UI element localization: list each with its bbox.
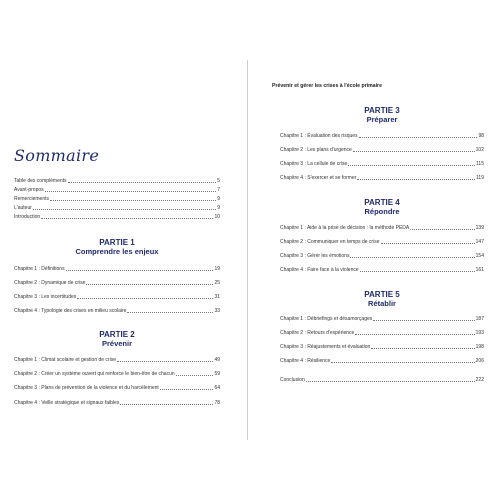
book-spine bbox=[247, 60, 248, 440]
toc-page: 115 bbox=[476, 161, 484, 167]
toc-page: 222 bbox=[475, 377, 484, 383]
toc-page: 9 bbox=[217, 205, 220, 211]
toc-page: 10 bbox=[214, 214, 220, 220]
part-number: PARTIE 3 bbox=[364, 106, 400, 115]
toc-page: 64 bbox=[214, 385, 220, 391]
leader-dots bbox=[331, 362, 474, 363]
leader-dots bbox=[160, 389, 214, 390]
toc-page: 7 bbox=[217, 187, 220, 193]
leader-dots bbox=[127, 312, 213, 313]
toc-page: 187 bbox=[475, 316, 484, 322]
toc-label: Chapitre 2 : Communiquer en temps de crise bbox=[280, 239, 380, 245]
leader-dots bbox=[357, 179, 475, 180]
leader-dots bbox=[371, 348, 474, 349]
toc-entry bbox=[14, 205, 220, 211]
toc-page: 59 bbox=[214, 371, 220, 377]
toc-page: 5 bbox=[217, 178, 220, 184]
toc-entry bbox=[280, 330, 484, 336]
part-title: Préparer bbox=[366, 115, 398, 124]
toc-page: 147 bbox=[475, 239, 484, 245]
toc-entry bbox=[14, 178, 220, 184]
toc-page: 33 bbox=[214, 308, 220, 314]
toc-entry bbox=[280, 253, 484, 259]
toc-label: Chapitre 3 : Plans de prévention de la violence et du harcèlement bbox=[14, 385, 159, 391]
leader-dots bbox=[306, 381, 475, 382]
toc-entry bbox=[280, 225, 484, 231]
leader-dots bbox=[176, 375, 214, 376]
toc-label: Conclusion bbox=[280, 377, 305, 383]
part-title: Prévenir bbox=[101, 339, 133, 348]
toc-label: Chapitre 1 : Définitions bbox=[14, 266, 65, 272]
toc-entry bbox=[14, 187, 220, 193]
toc-label: Chapitre 4 : Faire face à la violence bbox=[280, 267, 359, 273]
leader-dots bbox=[348, 165, 475, 166]
toc-label: Chapitre 4 : S'exercer et se former bbox=[280, 175, 357, 181]
toc-label: Chapitre 2 : Dynamique de crise bbox=[14, 280, 86, 286]
toc-page: 9 bbox=[217, 196, 220, 202]
leader-dots bbox=[117, 361, 213, 362]
toc-page: 154 bbox=[475, 253, 484, 259]
toc-entry bbox=[14, 357, 220, 363]
toc-label: Chapitre 3 : Réajustements et évaluation bbox=[280, 344, 371, 350]
toc-page: 161 bbox=[475, 267, 484, 273]
running-header: Prévenir et gérer les crises à l'école primaire bbox=[272, 83, 382, 89]
toc-label: Chapitre 4 : Typologie des crises en milieu scolaire bbox=[14, 308, 127, 314]
toc-entry bbox=[14, 196, 220, 202]
toc-entry bbox=[280, 147, 484, 153]
toc-entry bbox=[280, 133, 484, 139]
leader-dots bbox=[50, 200, 216, 201]
toc-label: Chapitre 4 : Résilience bbox=[280, 358, 331, 364]
leader-dots bbox=[359, 137, 478, 138]
toc-page: 31 bbox=[214, 294, 220, 300]
toc-entry bbox=[14, 214, 220, 220]
toc-label: Table des compléments bbox=[14, 178, 67, 184]
leader-dots bbox=[360, 271, 475, 272]
leader-dots bbox=[86, 284, 213, 285]
toc-entry bbox=[280, 239, 484, 245]
leader-dots bbox=[355, 334, 474, 335]
toc-page: 119 bbox=[476, 175, 484, 181]
right-page bbox=[249, 0, 497, 497]
toc-entry bbox=[280, 175, 484, 181]
part-heading bbox=[14, 238, 220, 256]
toc-entry bbox=[14, 266, 220, 272]
toc-label: Remerciements bbox=[14, 196, 50, 202]
toc-label: Chapitre 2 : Retours d'expérience bbox=[280, 330, 355, 336]
part-heading bbox=[280, 198, 484, 216]
toc-entry bbox=[14, 385, 220, 391]
toc-page: 198 bbox=[475, 344, 484, 350]
part-title: Rétablir bbox=[368, 299, 396, 308]
leader-dots bbox=[68, 182, 217, 183]
toc-label: Chapitre 2 : Les plans d'urgence bbox=[280, 147, 352, 153]
toc-entry bbox=[14, 294, 220, 300]
part-heading bbox=[280, 106, 484, 124]
toc-page: 193 bbox=[475, 330, 484, 336]
toc-label: Chapitre 1 : Aide à la prise de décision : la méthode PEDA bbox=[280, 225, 410, 231]
leader-dots bbox=[41, 218, 213, 219]
toc-entry-conclusion bbox=[280, 377, 484, 383]
part-heading bbox=[280, 290, 484, 308]
toc-label: Chapitre 1 : Climat scolaire et gestion de crise bbox=[14, 357, 116, 363]
toc-entry bbox=[14, 371, 220, 377]
leader-dots bbox=[410, 229, 474, 230]
part-number: PARTIE 2 bbox=[99, 330, 135, 339]
leader-dots bbox=[66, 270, 214, 271]
leader-dots bbox=[350, 257, 474, 258]
leader-dots bbox=[381, 243, 475, 244]
leader-dots bbox=[33, 209, 216, 210]
toc-entry bbox=[280, 344, 484, 350]
toc-label: Chapitre 1 : Évaluation des risques bbox=[280, 133, 358, 139]
toc-page: 98 bbox=[478, 133, 484, 139]
toc-label: Chapitre 3 : Gérer les émotions bbox=[280, 253, 350, 259]
toc-label: Chapitre 3 : Les incertitudes bbox=[14, 294, 77, 300]
toc-entry bbox=[280, 161, 484, 167]
toc-label: Introduction bbox=[14, 214, 41, 220]
left-page bbox=[0, 0, 248, 497]
sommaire-title: Sommaire bbox=[14, 146, 100, 165]
toc-label: Avant-propos bbox=[14, 187, 44, 193]
leader-dots bbox=[120, 404, 213, 405]
toc-page: 19 bbox=[214, 266, 220, 272]
toc-label: L'auteur bbox=[14, 205, 32, 211]
toc-label: Chapitre 3 : La cellule de crise bbox=[280, 161, 348, 167]
toc-page: 25 bbox=[214, 280, 220, 286]
part-number: PARTIE 5 bbox=[364, 290, 400, 299]
leader-dots bbox=[77, 298, 213, 299]
leader-dots bbox=[353, 151, 475, 152]
part-heading bbox=[14, 330, 220, 348]
toc-page: 139 bbox=[475, 225, 484, 231]
toc-page: 102 bbox=[475, 147, 484, 153]
toc-entry bbox=[280, 358, 484, 364]
toc-page: 78 bbox=[214, 400, 220, 406]
part-number: PARTIE 4 bbox=[364, 198, 400, 207]
toc-label: Chapitre 2 : Créer un système ouvert qui renforce le bien-être de chacun bbox=[14, 371, 175, 377]
toc-entry bbox=[280, 316, 484, 322]
toc-entry bbox=[14, 280, 220, 286]
toc-entry bbox=[14, 400, 220, 406]
toc-page: 49 bbox=[214, 357, 220, 363]
toc-entry bbox=[280, 267, 484, 273]
part-title: Comprendre les enjeux bbox=[75, 247, 159, 256]
leader-dots bbox=[373, 320, 474, 321]
leader-dots bbox=[45, 191, 217, 192]
toc-entry bbox=[14, 308, 220, 314]
part-number: PARTIE 1 bbox=[99, 238, 135, 247]
toc-label: Chapitre 1 : Débriefings et désamorçages bbox=[280, 316, 373, 322]
part-title: Répondre bbox=[364, 207, 400, 216]
toc-page: 206 bbox=[475, 358, 484, 364]
toc-label: Chapitre 4 : Veille stratégique et signaux faibles bbox=[14, 400, 120, 406]
